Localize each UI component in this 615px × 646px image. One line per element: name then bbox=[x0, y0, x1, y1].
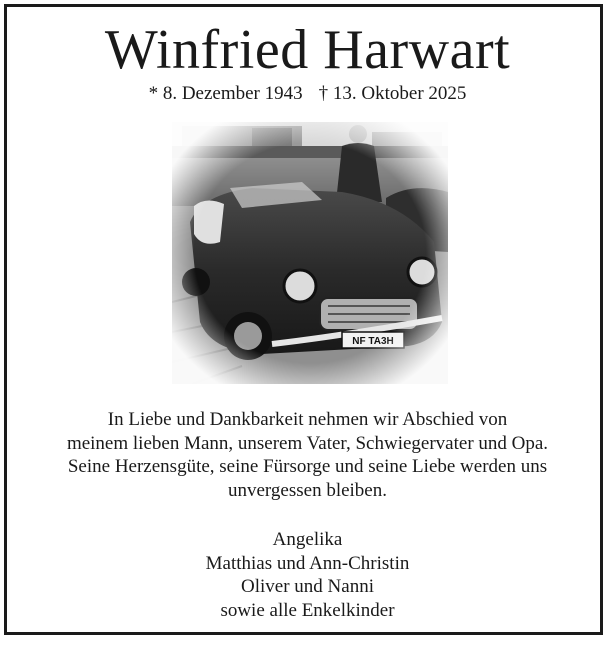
mourner-line: sowie alle Enkelkinder bbox=[220, 599, 395, 621]
mourner-line: Matthias und Ann-Christin bbox=[205, 552, 410, 574]
message-line: meinem lieben Mann, unserem Vater, Schwiegervater und Opa. bbox=[66, 432, 549, 454]
message-line: Seine Herzensgüte, seine Fürsorge und seine Liebe werden uns bbox=[67, 456, 548, 477]
memorial-photo bbox=[172, 122, 448, 384]
farewell-message bbox=[0, 408, 615, 502]
mourner-line: Oliver und Nanni bbox=[241, 576, 374, 597]
life-dates bbox=[0, 82, 615, 106]
message-line: unvergessen bleiben. bbox=[228, 479, 387, 501]
birth-date: * 8. Dezember 1943 bbox=[148, 83, 303, 104]
mourners-list bbox=[0, 528, 615, 622]
message-line: In Liebe und Dankbarkeit nehmen wir Abschied von bbox=[107, 409, 508, 430]
deceased-name: Winfried Harwart bbox=[104, 19, 511, 81]
mourner-line: Angelika bbox=[272, 529, 343, 550]
death-date: † 13. Oktober 2025 bbox=[318, 83, 467, 104]
